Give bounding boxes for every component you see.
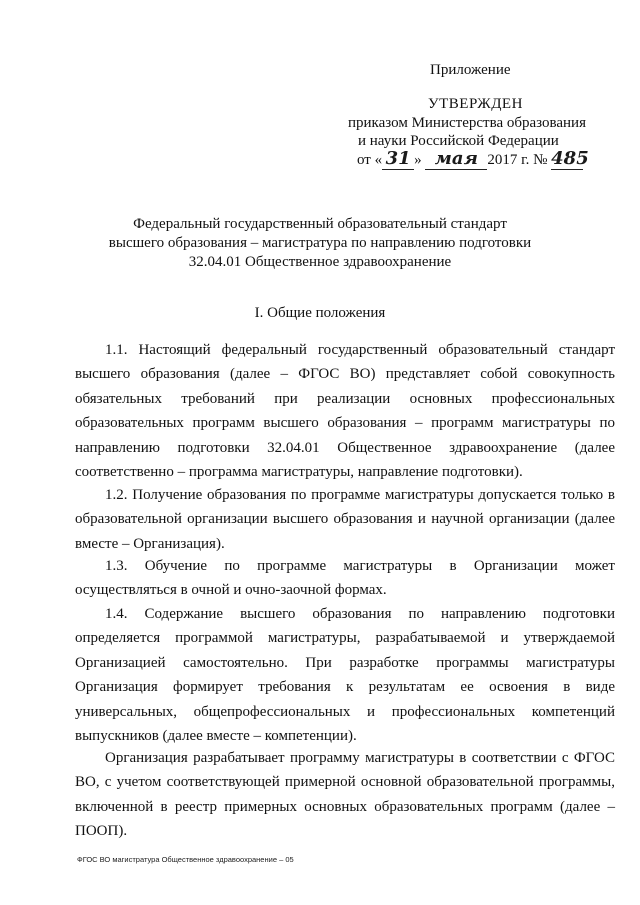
order-date-line [357, 148, 589, 170]
title-line-1: Федеральный государственный образовательный стандарт [133, 216, 507, 232]
date-day: 31 [382, 148, 414, 170]
title-line-3: 32.04.01 Общественное здравоохранение [188, 254, 452, 270]
date-prefix: от « [357, 152, 383, 168]
date-separator: » [414, 152, 422, 168]
paragraph-organization: Организация разрабатывает программу магистратуры в соответствии с ФГОС ВО, с учетом соответствующей примерной основной образовательной программы, включенной в реестр примерных основных образовательных программ (далее – ПООП). [75, 750, 615, 840]
date-month: мая [425, 148, 487, 170]
paragraph-1-3: 1.3. Обучение по программе магистратуры в Организации может осуществляться в очной и очно-заочной формах. [75, 558, 615, 599]
page-footer: ФГОС ВО магистратура Общественное здравоохранение – 05 [77, 855, 294, 864]
order-number: 485 [551, 148, 589, 169]
order-line-1: приказом Министерства образования [348, 115, 586, 131]
title-line-2: высшего образования – магистратура по направлению подготовки [108, 235, 532, 251]
approved-label: УТВЕРЖДЕН [428, 96, 523, 112]
paragraph-1-4: 1.4. Содержание высшего образования по направлению подготовки определяется программой магистратуры, разрабатываемой и утверждаемой Организацией самостоятельно. При разработке программы магистратуры Организация формирует требования к результатам ее освоения в виде универсальных, общепрофессиональных и профессиональных компетенций выпускников (далее вместе – компетенции). [75, 606, 615, 745]
paragraph-1-1: 1.1. Настоящий федеральный государственный образовательный стандарт высшего образования (далее – ФГОС ВО) представляет собой совокупность обязательных требований при реализации основных профессиональных образовательных программ высшего образования – программ магистратуры по направлению подготовки 32.04.01 Общественное здравоохранение (далее соответственно – программа магистратуры, направление подготовки). [75, 342, 615, 481]
appendix-label: Приложение [430, 62, 511, 78]
order-line-2: и науки Российской Федерации [358, 133, 559, 149]
paragraph-1-2: 1.2. Получение образования по программе магистратуры допускается только в образовательной организации высшего образования и научной организации (далее вместе – Организация). [75, 487, 615, 552]
section-heading: I. Общие положения [254, 305, 386, 321]
date-year: 2017 г. № [487, 152, 548, 168]
